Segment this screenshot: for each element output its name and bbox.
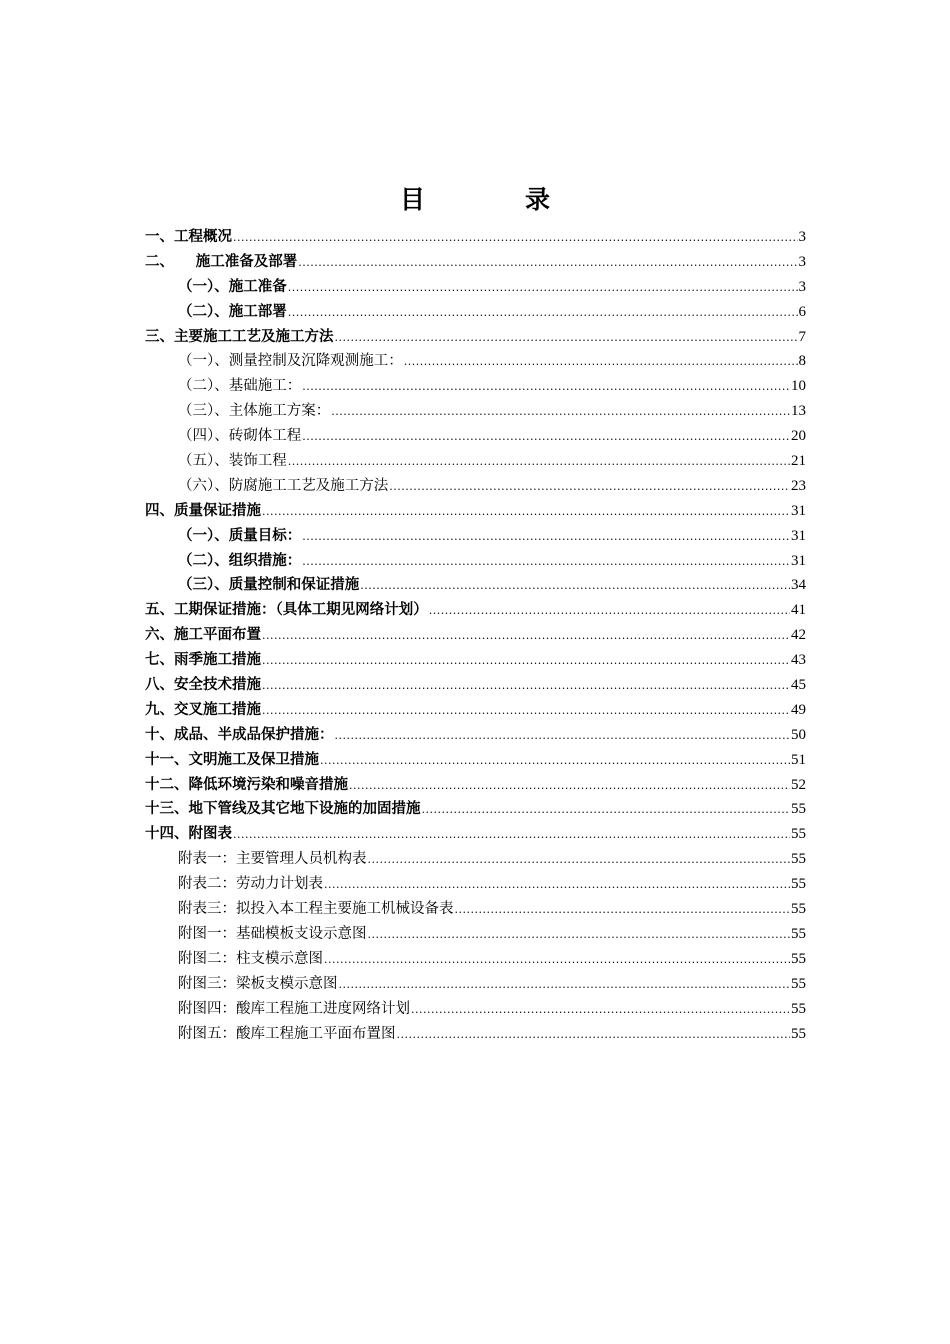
toc-dot-leader: [368, 923, 791, 948]
toc-entry-label: （五）、装饰工程: [178, 453, 287, 470]
toc-dot-leader: [324, 948, 790, 973]
toc-dot-leader: [262, 699, 790, 724]
toc-entry[interactable]: [145, 997, 806, 1022]
toc-dot-leader: [302, 525, 790, 550]
toc-entry-label: （一）、质量目标：: [178, 527, 302, 544]
toc-dot-leader: [331, 400, 790, 425]
toc-dot-leader: [302, 375, 790, 400]
toc-entry-page-number: 41: [791, 602, 806, 619]
toc-dot-leader: [262, 500, 790, 525]
toc-entry[interactable]: [145, 399, 806, 424]
toc-dot-leader: [360, 574, 790, 599]
toc-entry-page-number: 21: [791, 453, 806, 470]
toc-entry-page-number: 52: [791, 776, 806, 793]
toc-entry-page-number: 10: [791, 378, 806, 395]
toc-entry-page-number: 13: [791, 403, 806, 420]
toc-entry-page-number: 31: [791, 552, 806, 569]
toc-dot-leader: [320, 749, 790, 774]
toc-entry[interactable]: [145, 897, 806, 922]
toc-entry-label: （四）、砖砌体工程: [178, 428, 302, 445]
toc-dot-leader: [262, 649, 790, 674]
toc-entry[interactable]: [145, 275, 806, 300]
toc-entry-page-number: 31: [791, 502, 806, 519]
toc-entry-page-number: 50: [791, 726, 806, 743]
toc-dot-leader: [288, 301, 798, 326]
toc-entry[interactable]: [145, 524, 806, 549]
toc-entry-page-number: 7: [798, 328, 806, 345]
toc-entry-label: 九、交叉施工措施: [145, 701, 261, 718]
toc-entry-label: 三、主要施工工艺及施工方法: [145, 328, 334, 345]
toc-dot-leader: [404, 350, 798, 375]
toc-dot-leader: [422, 798, 791, 823]
toc-entry-page-number: 23: [791, 477, 806, 494]
toc-entry-page-number: 55: [791, 801, 806, 818]
toc-entry[interactable]: [145, 349, 806, 374]
toc-entry[interactable]: [145, 748, 806, 773]
toc-dot-leader: [324, 873, 790, 898]
toc-entry-label: （六）、防腐施工工艺及施工方法: [178, 477, 389, 494]
toc-entry-page-number: 55: [791, 826, 806, 843]
toc-entry[interactable]: [145, 673, 806, 698]
toc-entry-label: 二、 施工准备及部署: [145, 253, 298, 270]
toc-entry-label: 附表一：主要管理人员机构表: [178, 851, 367, 868]
toc-entry-page-number: 6: [798, 303, 806, 320]
toc-entry-page-number: 3: [798, 278, 806, 295]
toc-entry[interactable]: [145, 300, 806, 325]
toc-entry[interactable]: [145, 374, 806, 399]
toc-entry[interactable]: [145, 424, 806, 449]
toc-entry-label: 七、雨季施工措施: [145, 652, 261, 669]
toc-entry[interactable]: [145, 947, 806, 972]
toc-dot-leader: [389, 475, 790, 500]
toc-entry-label: （二）、组织措施：: [178, 552, 302, 569]
toc-entry-page-number: 55: [791, 876, 806, 893]
toc-dot-leader: [302, 550, 790, 575]
toc-dot-leader: [233, 226, 798, 251]
toc-dot-leader: [262, 624, 790, 649]
toc-entry[interactable]: [145, 822, 806, 847]
toc-entry-page-number: 8: [798, 353, 806, 370]
toc-entry-page-number: 55: [791, 925, 806, 942]
table-of-contents: [145, 225, 806, 1046]
toc-entry-label: （二）、施工部署: [178, 303, 287, 320]
toc-entry[interactable]: [145, 847, 806, 872]
toc-entry-page-number: 43: [791, 652, 806, 669]
toc-dot-leader: [335, 724, 791, 749]
toc-entry-label: 附表二：劳动力计划表: [178, 876, 323, 893]
toc-entry-label: 六、施工平面布置: [145, 627, 261, 644]
toc-entry-page-number: 42: [791, 627, 806, 644]
toc-dot-leader: [429, 599, 790, 624]
toc-dot-leader: [455, 898, 791, 923]
toc-entry[interactable]: [145, 499, 806, 524]
toc-entry-page-number: 49: [791, 701, 806, 718]
toc-entry-label: （三）、质量控制和保证措施: [178, 577, 360, 594]
toc-entry-label: 十、成品、半成品保护措施：: [145, 726, 334, 743]
toc-entry-label: 附图五：酸库工程施工平面布置图: [178, 1025, 396, 1042]
page-title: 目 录: [399, 185, 550, 214]
toc-entry[interactable]: [145, 872, 806, 897]
toc-entry[interactable]: [145, 1022, 806, 1047]
toc-entry-page-number: 45: [791, 677, 806, 694]
toc-entry-page-number: 55: [791, 950, 806, 967]
toc-entry[interactable]: [145, 723, 806, 748]
toc-entry[interactable]: [145, 474, 806, 499]
toc-entry-page-number: 55: [791, 975, 806, 992]
toc-entry-page-number: 3: [798, 229, 806, 245]
toc-entry-label: 附图四：酸库工程施工进度网络计划: [178, 1000, 410, 1017]
toc-entry-label: 五、工期保证措施：（具体工期见网络计划）: [145, 602, 428, 619]
toc-entry-page-number: 55: [791, 1000, 806, 1017]
toc-entry-label: 十二、降低环境污染和噪音措施: [145, 776, 348, 793]
toc-dot-leader: [368, 848, 791, 873]
toc-entry-page-number: 34: [791, 577, 806, 594]
toc-dot-leader: [349, 774, 790, 799]
toc-entry-label: （三）、主体施工方案：: [178, 403, 331, 420]
toc-entry-label: 八、安全技术措施: [145, 677, 261, 694]
toc-entry-page-number: 55: [791, 1025, 806, 1042]
toc-dot-leader: [288, 276, 798, 301]
toc-entry[interactable]: [145, 773, 806, 798]
toc-entry-page-number: 20: [791, 428, 806, 445]
toc-entry[interactable]: [145, 698, 806, 723]
toc-dot-leader: [339, 973, 791, 998]
toc-entry[interactable]: [145, 648, 806, 673]
toc-entry-page-number: 51: [791, 751, 806, 768]
toc-entry-page-number: 55: [791, 851, 806, 868]
toc-entry[interactable]: [145, 922, 806, 947]
toc-entry[interactable]: [145, 972, 806, 997]
toc-dot-leader: [288, 450, 790, 475]
toc-entry-label: 附图二：柱支模示意图: [178, 950, 323, 967]
toc-entry[interactable]: [145, 797, 806, 822]
toc-entry-label: 附图一：基础模板支设示意图: [178, 925, 367, 942]
toc-dot-leader: [233, 823, 790, 848]
toc-entry[interactable]: [145, 598, 806, 623]
toc-entry-page-number: 55: [791, 901, 806, 918]
toc-dot-leader: [262, 674, 790, 699]
toc-entry-page-number: 3: [798, 253, 806, 270]
toc-entry-label: （一）、测量控制及沉降观测施工：: [178, 353, 403, 370]
toc-entry[interactable]: [145, 250, 806, 275]
toc-dot-leader: [397, 1023, 791, 1048]
toc-entry[interactable]: [145, 573, 806, 598]
toc-dot-leader: [302, 425, 790, 450]
toc-entry[interactable]: [145, 549, 806, 574]
toc-entry-label: 四、质量保证措施: [145, 502, 261, 519]
toc-entry-page-number: 31: [791, 527, 806, 544]
toc-entry[interactable]: [145, 449, 806, 474]
toc-dot-leader: [335, 326, 798, 351]
toc-entry-label: 十四、附图表: [145, 826, 232, 843]
toc-dot-leader: [298, 251, 797, 276]
toc-entry[interactable]: [145, 325, 806, 350]
toc-entry[interactable]: [145, 225, 806, 250]
toc-entry-label: 十一、文明施工及保卫措施: [145, 751, 319, 768]
toc-entry-label: （一）、施工准备: [178, 278, 287, 295]
toc-entry-label: （二）、基础施工：: [178, 378, 302, 395]
toc-entry[interactable]: [145, 623, 806, 648]
toc-dot-leader: [411, 998, 790, 1023]
toc-entry-label: 附图三：梁板支模示意图: [178, 975, 338, 992]
toc-entry-label: 十三、地下管线及其它地下设施的加固措施: [145, 801, 421, 818]
toc-entry-label: 附表三：拟投入本工程主要施工机械设备表: [178, 901, 454, 918]
toc-entry-label: 一、工程概况: [145, 229, 232, 245]
